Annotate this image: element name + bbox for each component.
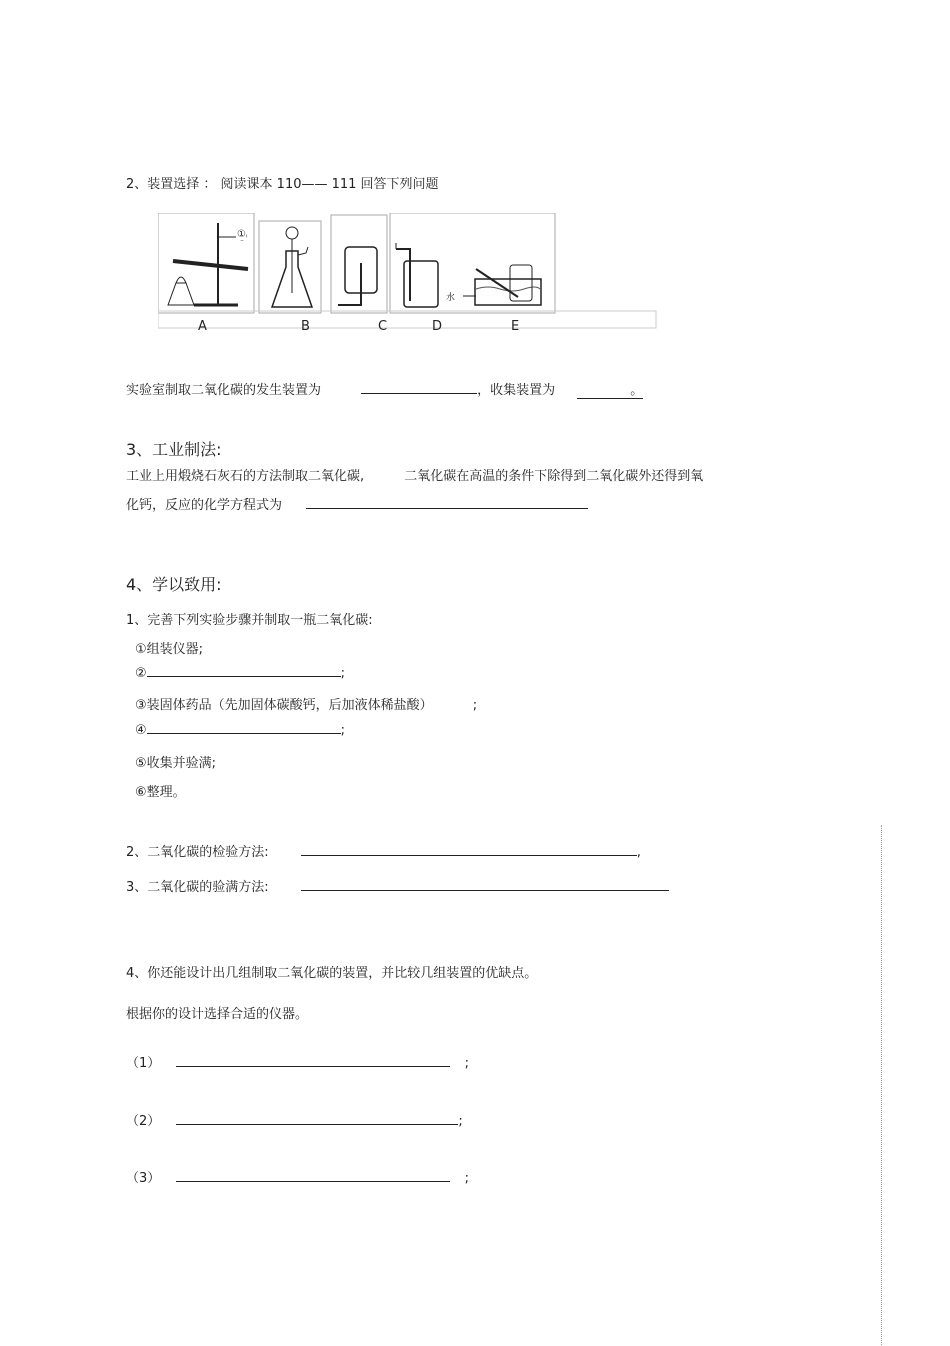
answer-blank-option1[interactable] [176,1066,450,1067]
margin-dotted-rule [881,825,882,1345]
question-2: 2、二氧化碳的检验方法: , [126,845,641,860]
apparatus-figure [158,213,658,335]
step-4: ④ ; [135,723,346,738]
option-2: （2） ; [126,1114,463,1129]
option-3: （3） ; [126,1171,469,1186]
answer-blank-generator[interactable] [361,393,477,394]
option-1: （1） ; [126,1056,469,1071]
question-1: 1、完善下列实验步骤并制取一瓶二氧化碳: [126,613,373,628]
step-1: ①组装仪器; [135,642,204,657]
section3-line2: 化钙，反应的化学方程式为 [126,494,588,513]
section3-line1: 工业上用煅烧石灰石的方法制取二氧化碳, 二氧化碳在高温的条件下除得到二氧化碳外还得到氧 [126,469,704,484]
section2-title: 2、装置选择 ： 阅读课本 110—— 111 回答下列问题 [126,177,439,192]
answer-blank-step4[interactable] [147,733,341,734]
question-3: 3、二氧化碳的验满方法: [126,876,669,895]
answer-blank-full-test[interactable] [301,890,669,891]
step-2: ② ; [135,666,346,681]
answer-blank-test-method[interactable] [301,855,637,856]
water-label: 水 [446,293,456,303]
step-6: ⑥整理。 [135,785,186,800]
answer-blank-step2[interactable] [147,676,341,677]
figure-label-b: B [301,319,310,334]
figure-label-c: C [378,319,388,334]
figure-label-d: D [432,319,443,334]
answer-blank-option3[interactable] [176,1181,450,1182]
question-4-sub: 根据你的设计选择合适的仪器。 [126,1007,309,1022]
step-5: ⑤收集并验满; [135,756,217,771]
apparatus-drawing [158,213,658,331]
question-4: 4、你还能设计出几组制取二氧化碳的装置，并比较几组装置的优缺点。 [126,966,538,981]
answer-blank-equation[interactable] [306,508,588,509]
answer-blank-option2[interactable] [176,1124,458,1125]
section4-title: 4、学以致用: [126,575,222,594]
marker-label: ① [237,229,246,240]
figure-label-a: A [198,319,207,334]
section3-title: 3、工业制法: [126,440,222,459]
figure-label-e: E [511,319,520,334]
answer-blank-collector[interactable]: 。 [577,379,643,399]
question-generation-apparatus: 实验室制取二氧化碳的发生装置为 ，收集装置为 。 [126,379,643,399]
step-3: ③装固体药品（先加固体碳酸钙，后加液体稀盐酸） ; [135,698,478,713]
